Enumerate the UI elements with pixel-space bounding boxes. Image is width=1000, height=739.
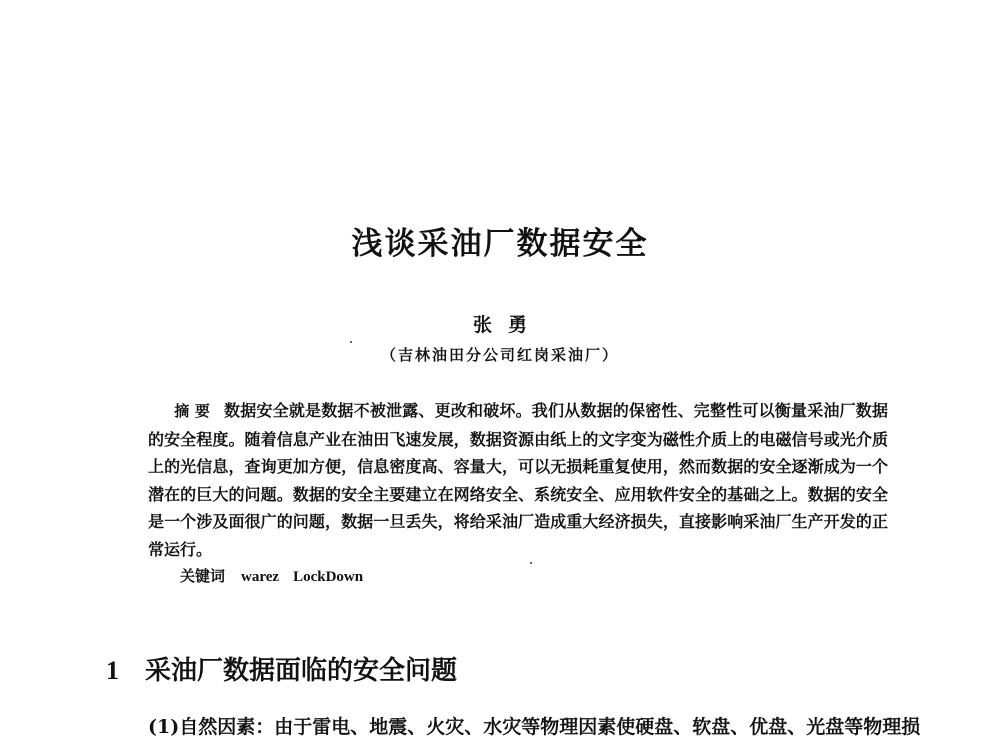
section-number: 1	[106, 656, 119, 685]
section-heading	[106, 650, 457, 687]
author-name: 张勇	[472, 314, 543, 336]
scan-speck	[530, 562, 532, 564]
body-text-line: (1)自然因素：由于雷电、地震、火灾、水灾等物理因素使硬盘、软盘、优盘、光盘等物理损	[148, 716, 921, 738]
keywords-line	[180, 565, 377, 586]
keyword-item: LockDown	[293, 569, 364, 585]
section-title: 采油厂数据面临的安全问题	[145, 656, 458, 686]
abstract-text: 数据安全就是数据不被泄露、更改和破坏。我们从数据的保密性、完整性可以衡量采油厂数据的安全程度。随着信息产业在油田飞速发展，数据资源由纸上的文字变为磁性介质上的电磁信号或光介质上的光信息，查询更加方便，信息密度高、容量大，可以无损耗重复使用，然而数据的安全逐渐成为一个潜在的巨大的问题。数据的安全主要建立在网络安全、系统安全、应用软件安全的基础之上。数据的安全是一个涉及面很广的问题，数据一旦丢失，将给采油厂造成重大经济损失，直接影响采油厂生产开发的正常运行。	[148, 401, 888, 559]
author-affiliation: （吉林油田分公司红岗采油厂）	[380, 346, 619, 364]
scan-speck	[350, 341, 352, 343]
abstract-label: 摘 要	[174, 402, 211, 420]
abstract-paragraph	[148, 397, 888, 563]
paper-title: 浅谈采油厂数据安全	[351, 226, 649, 262]
keywords-label: 关键词	[180, 567, 226, 585]
keyword-item: warez	[241, 569, 280, 585]
